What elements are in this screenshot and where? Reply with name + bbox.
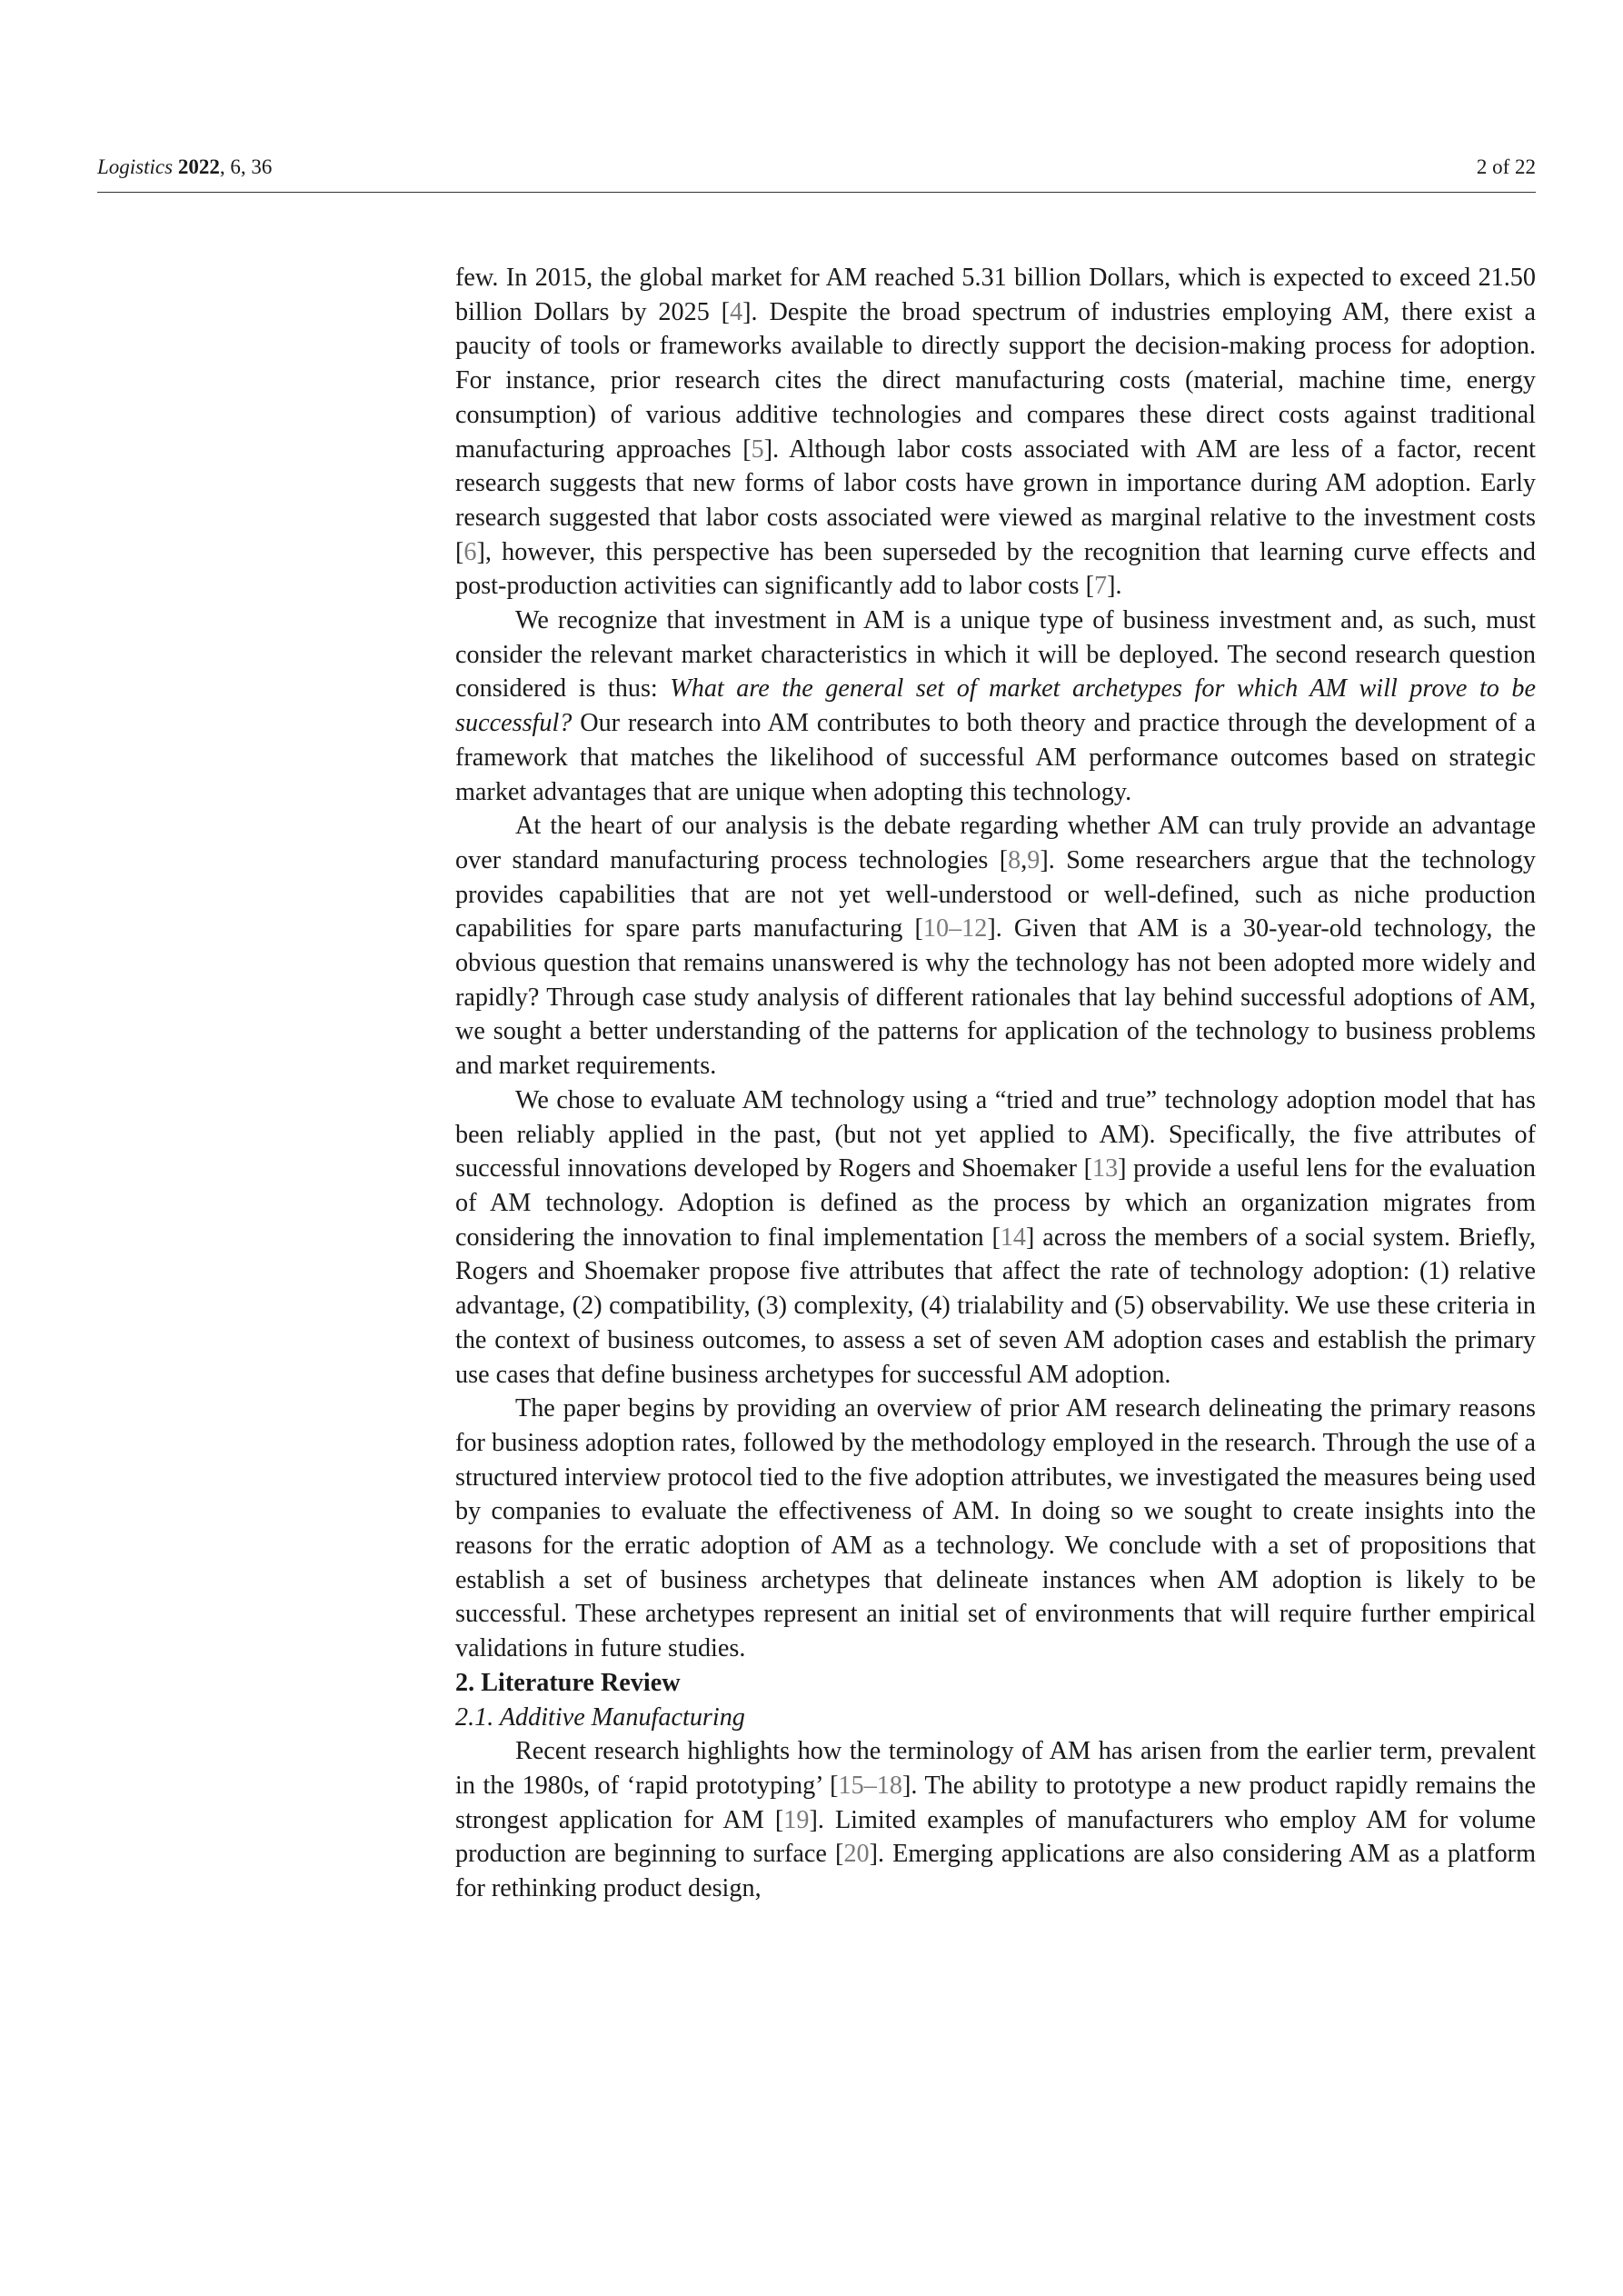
text-run: We chose to evaluate AM technology using a “tried and true” technology adoption model that has been reliably applied in the past, (but not yet applied to AM). Specifically, the five attributes of successful innovations developed by Rogers and Shoemaker [ bbox=[455, 1085, 1536, 1183]
journal-name: Logistics bbox=[97, 155, 174, 178]
citation-link[interactable]: 13 bbox=[1091, 1154, 1119, 1183]
paragraph-paper-overview: The paper begins by providing an overview of prior AM research delineating the primary reasons for business adoption rates, followed by the methodology employed in the research. Through the use of a structured interview protocol tied to the five adoption attributes, we investigated the measures being used by companies to evaluate the effectiveness of AM. In doing so we sought to create insights into the reasons for the erratic adoption of AM as a technology. We conclude with a set of propositions that establish a set of business archetypes that delineate instances when AM adoption is likely to be successful. These archetypes represent an initial set of environments that will require further empirical validations in future studies. bbox=[455, 1394, 1536, 1663]
research-question: What are the general set of market archetypes for which AM will prove to be successful? bbox=[455, 674, 1536, 738]
citation-link[interactable]: 5 bbox=[751, 434, 764, 464]
citation-link[interactable]: 19 bbox=[783, 1805, 810, 1834]
text-run: ]. Emerging applications are also considering AM as a platform for rethinking product design, bbox=[455, 1840, 1536, 1903]
citation-link[interactable]: 8 bbox=[1008, 845, 1021, 874]
text-run: , bbox=[1021, 845, 1028, 874]
journal-volume-issue: , 6, 36 bbox=[219, 155, 273, 178]
text-run: Our research into AM contributes to both theory and practice through the development of a framework that matches the likelihood of successful AM performance outcomes based on strategic market advantages that are unique when adopting this technology. bbox=[455, 709, 1536, 806]
citation-link[interactable]: 10–12 bbox=[922, 914, 988, 943]
subsection-heading: 2.1. Additive Manufacturing bbox=[455, 1702, 745, 1732]
section-heading: 2. Literature Review bbox=[455, 1668, 681, 1697]
text-run: ]. Limited examples of manufacturers who employ AM for volume production are beginning to surface [ bbox=[455, 1805, 1536, 1869]
text-run: ], however, this perspective has been superseded by the recognition that learning curve effects and post-production activities can significantly add to labor costs [ bbox=[455, 537, 1536, 601]
paragraph-market-size bbox=[455, 261, 1536, 604]
text-run: ]. Despite the broad spectrum of industries employing AM, there exist a paucity of tools or frameworks available to directly support the decision-making process for adoption. For instance, prior research cites the direct manufacturing costs (material, machine time, energy consumption) of various additive technologies and compares these direct costs against traditional manufacturing approaches [ bbox=[455, 297, 1536, 464]
header-divider bbox=[97, 192, 1536, 193]
journal-citation bbox=[97, 152, 272, 183]
citation-link[interactable]: 15–18 bbox=[838, 1771, 902, 1800]
running-header bbox=[97, 152, 1536, 183]
citation-link[interactable]: 14 bbox=[1000, 1223, 1027, 1252]
text-run: Recent research highlights how the terminology of AM has arisen from the earlier term, prevalent in the 1980s, of ‘rapid prototyping’ [ bbox=[455, 1737, 1536, 1800]
citation-link[interactable]: 7 bbox=[1093, 572, 1108, 601]
article-body bbox=[455, 261, 1536, 1906]
text-run: few. In 2015, the global market for AM reached 5.31 billion Dollars, which is expected to exceed 21.50 billion Dollars by 2025 [ bbox=[455, 264, 1536, 326]
text-run: ]. Given that AM is a 30-year-old technology, the obvious question that remains unanswered is why the technology has not been adopted more widely and rapidly? Through case study analysis of different rationales that lay behind successful adoptions of AM, we sought a better understanding of the patterns for application of the technology to business problems and market requirements. bbox=[455, 914, 1536, 1081]
text-run: ]. bbox=[1107, 572, 1122, 601]
text-run: ] across the members of a social system. Briefly, Rogers and Shoemaker propose five attributes that affect the rate of technology adoption: (1) relative advantage, (2) compatibility, (3) complexity, (4) trialability and (5) observability. We use these criteria in the context of business outcomes, to assess a set of seven AM adoption cases and establish the primary use cases that define business archetypes for successful AM adoption. bbox=[455, 1223, 1536, 1389]
text-run: ] provide a useful lens for the evaluation of AM technology. Adoption is defined as the process by which an organization migrates from considering the innovation to final implementation [ bbox=[455, 1154, 1536, 1252]
citation-link[interactable]: 20 bbox=[843, 1840, 870, 1869]
text-run: ]. Some researchers argue that the technology provides capabilities that are not yet well-understood or well-defined, such as niche production capabilities for spare parts manufacturing [ bbox=[455, 845, 1536, 943]
text-run: ]. Although labor costs associated with AM are less of a factor, recent research suggests that new forms of labor costs have grown in importance during AM adoption. Early research suggested that labor costs associated were viewed as marginal relative to the investment costs [ bbox=[455, 434, 1536, 566]
paragraph-additive-manufacturing bbox=[455, 1734, 1536, 1906]
paragraph-research-question bbox=[455, 604, 1536, 809]
text-run: At the heart of our analysis is the debate regarding whether AM can truly provide an advantage over standard manufacturing process technologies [ bbox=[455, 812, 1536, 874]
citation-link[interactable]: 4 bbox=[730, 297, 743, 326]
text-run: ]. The ability to prototype a new product rapidly remains the strongest application for AM [ bbox=[455, 1771, 1536, 1834]
journal-year: 2022 bbox=[177, 155, 220, 178]
citation-link[interactable]: 6 bbox=[463, 537, 477, 566]
text-run: We recognize that investment in AM is a unique type of business investment and, as such, must consider the relevant market characteristics in which it will be deployed. The second research question considered is thus: bbox=[455, 606, 1536, 704]
paragraph-adoption-model bbox=[455, 1083, 1536, 1392]
paragraph-analysis-debate bbox=[455, 809, 1536, 1083]
citation-link[interactable]: 9 bbox=[1027, 845, 1041, 874]
page-number: 2 of 22 bbox=[1476, 155, 1536, 178]
